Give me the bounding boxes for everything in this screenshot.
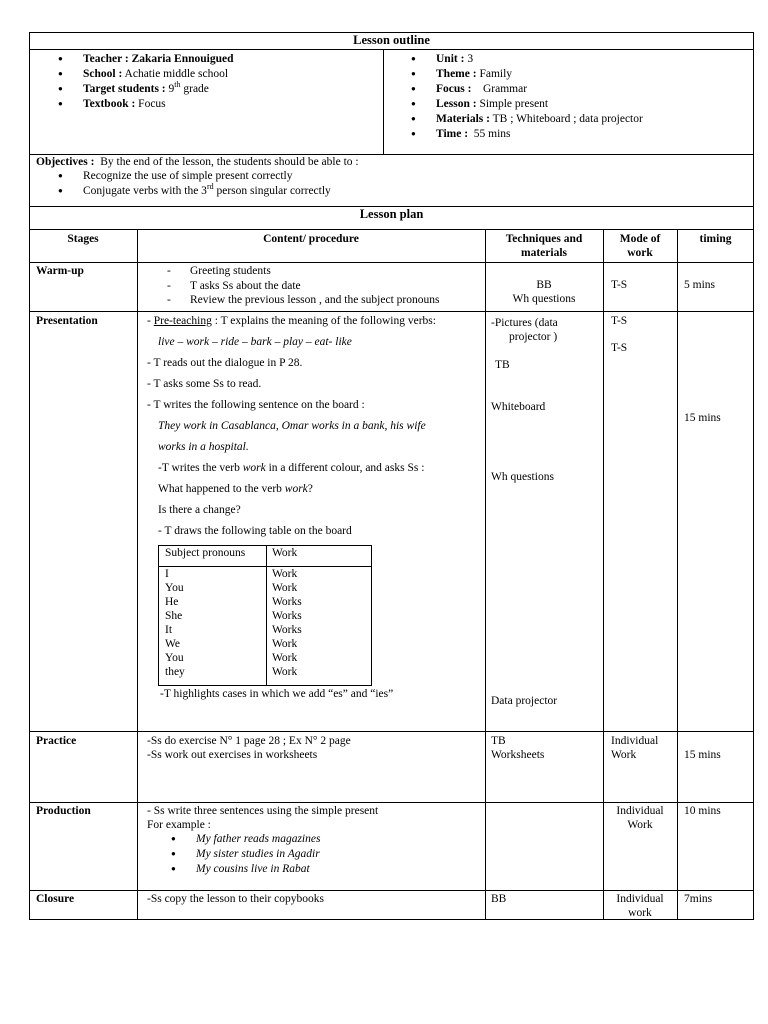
header-techniques: Techniques and materials xyxy=(505,233,583,259)
closure-line: -Ss copy the lesson to their copybooks xyxy=(147,893,324,905)
practice-techniques: TB Worksheets xyxy=(491,735,545,761)
header-content: Content/ procedure xyxy=(263,233,359,245)
practice-mode: Individual Work xyxy=(611,735,659,761)
objectives-intro: Objectives : By the end of the lesson, the students should be able to : xyxy=(36,156,359,168)
presentation-mode: T-S xyxy=(611,342,628,354)
example-item: ● My father reads magazines xyxy=(169,832,320,847)
warm-up-item: - Review the previous lesson , and the subject pronouns xyxy=(165,293,439,308)
presentation-line: -T writes the verb work in a different colour, and asks Ss : xyxy=(158,462,425,474)
presentation-line: - Pre-teaching : T explains the meaning of the following verbs: xyxy=(147,315,436,327)
stage-production: Production xyxy=(36,805,91,817)
textbook-item: ● Textbook : Focus xyxy=(56,97,234,112)
pronoun-table-header-line xyxy=(158,566,372,567)
objective-item: ● Recognize the use of simple present correctly xyxy=(56,169,331,184)
focus-item: ● Focus : Grammar xyxy=(409,82,643,97)
production-mode: Individual Work xyxy=(616,805,664,831)
header-timing: timing xyxy=(699,233,732,245)
column-divider xyxy=(485,229,486,920)
theme-item: ● Theme : Family xyxy=(409,67,643,82)
presentation-line: Is there a change? xyxy=(158,504,241,516)
warm-up-timing: 5 mins xyxy=(684,279,715,291)
column-divider xyxy=(677,229,678,920)
production-line: For example : xyxy=(147,819,211,831)
warm-up-item: - Greeting students xyxy=(165,264,439,279)
practice-line: -Ss do exercise N° 1 page 28 ; Ex N° 2 page xyxy=(147,735,351,747)
time-item: ● Time : 55 mins xyxy=(409,127,643,142)
lesson-item: ● Lesson : Simple present xyxy=(409,97,643,112)
materials-item: ● Materials : TB ; Whiteboard ; data projector xyxy=(409,112,643,127)
presentation-line: - T draws the following table on the board xyxy=(158,525,352,537)
warm-up-techniques: BB Wh questions xyxy=(512,279,576,305)
outline-left-list xyxy=(56,52,234,112)
production-line: - Ss write three sentences using the simple present xyxy=(147,805,379,817)
closure-mode: Individual work xyxy=(616,893,664,919)
presentation-line: - T reads out the dialogue in P 28. xyxy=(147,357,303,369)
presentation-technique: Whiteboard xyxy=(491,401,546,413)
header-mode: Mode of work xyxy=(619,233,661,259)
presentation-line: -T highlights cases in which we add “es” and “ies” xyxy=(160,688,394,700)
warm-up-item: - T asks Ss about the date xyxy=(165,279,439,294)
lesson-plan-title: Lesson plan xyxy=(359,207,424,221)
header-stages: Stages xyxy=(67,233,99,245)
practice-timing: 15 mins xyxy=(684,749,721,761)
verb-column: Work Work Works Works Works Work Work Work xyxy=(272,568,302,678)
teacher-item: ● Teacher : Zakaria Ennouigued xyxy=(56,52,234,67)
presentation-technique: TB xyxy=(495,359,510,371)
practice-line: -Ss work out exercises in worksheets xyxy=(147,749,318,761)
presentation-timing: 15 mins xyxy=(684,412,721,424)
presentation-technique: projector ) xyxy=(509,331,558,343)
presentation-line: - T writes the following sentence on the board : xyxy=(147,399,365,411)
stage-warm-up: Warm-up xyxy=(36,265,84,277)
stage-presentation: Presentation xyxy=(36,315,98,327)
pronoun-table-header: Subject pronouns xyxy=(165,547,246,559)
warm-up-mode: T-S xyxy=(611,279,628,291)
production-examples xyxy=(169,832,320,877)
closure-techniques: BB xyxy=(491,893,507,905)
presentation-verbs: live – work – ride – bark – play – eat- like xyxy=(158,336,352,348)
presentation-line: What happened to the verb work? xyxy=(158,483,313,495)
stage-closure: Closure xyxy=(36,893,75,905)
outline-title-divider xyxy=(29,49,754,50)
example-item: ● My sister studies in Agadir xyxy=(169,847,320,862)
closure-timing: 7mins xyxy=(684,893,713,905)
presentation-technique: Wh questions xyxy=(491,471,554,483)
objective-item: ● Conjugate verbs with the 3rd person singular correctly xyxy=(56,184,331,199)
production-timing: 10 mins xyxy=(684,805,721,817)
presentation-line: - T asks some Ss to read. xyxy=(147,378,262,390)
column-divider xyxy=(137,229,138,920)
presentation-sentence: They work in Casablanca, Omar works in a bank, his wife xyxy=(158,420,426,432)
outline-column-divider xyxy=(383,49,384,154)
pronoun-column: I You He She It We You they xyxy=(165,568,185,678)
presentation-technique: -Pictures (data xyxy=(491,317,558,329)
presentation-sentence: works in a hospital. xyxy=(158,441,249,453)
outline-title: Lesson outline xyxy=(353,33,430,47)
presentation-technique: Data projector xyxy=(491,695,558,707)
school-item: ● School : Achatie middle school xyxy=(56,67,234,82)
objectives-list xyxy=(56,169,331,199)
outline-right-list xyxy=(409,52,643,142)
example-item: ● My cousins live in Rabat xyxy=(169,862,320,877)
pronoun-table-header: Work xyxy=(272,547,298,559)
target-students-item: ● Target students : 9th grade xyxy=(56,82,234,97)
stage-practice: Practice xyxy=(36,735,77,747)
presentation-mode: T-S xyxy=(611,315,628,327)
unit-item: ● Unit : 3 xyxy=(409,52,643,67)
warm-up-list xyxy=(165,264,439,308)
